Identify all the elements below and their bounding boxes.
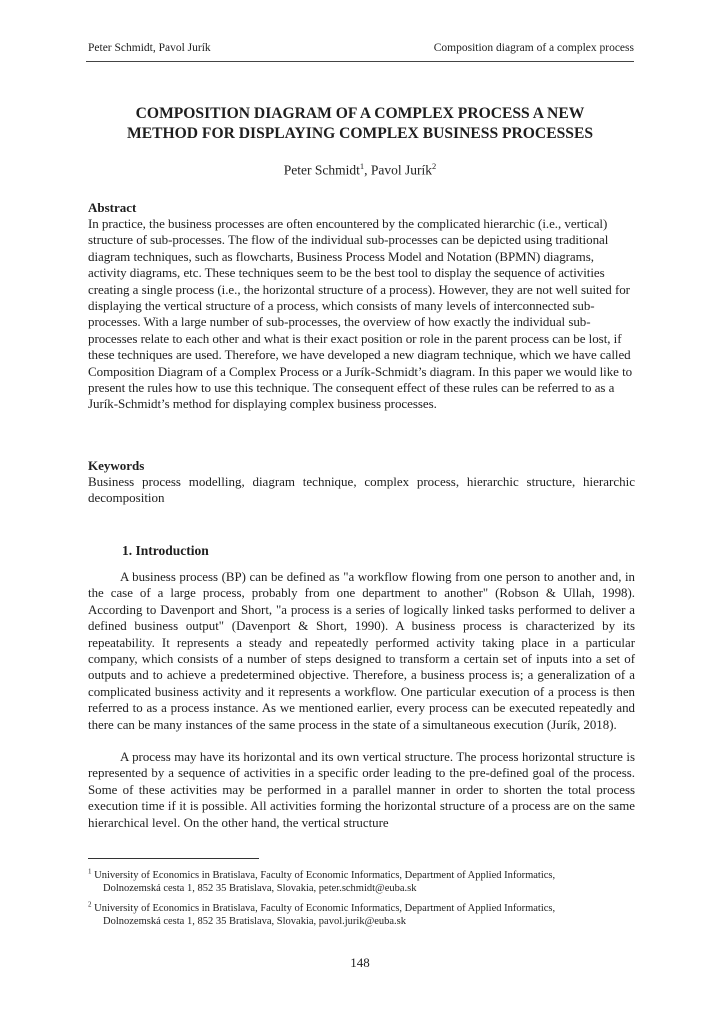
footnote-1-affiliation: University of Economics in Bratislava, Faculty of Economic Informatics, Department of Applied Informatics, — [94, 869, 556, 881]
footnote-2 — [88, 898, 636, 929]
introduction-heading: 1. Introduction — [122, 543, 209, 558]
paper-title-line-2: METHOD FOR DISPLAYING COMPLEX BUSINESS PROCESSES — [126, 125, 594, 142]
author-1-footnote-mark: 1 — [359, 161, 365, 171]
footnote-2-affiliation: University of Economics in Bratislava, Faculty of Economic Informatics, Department of Applied Informatics, — [94, 902, 556, 914]
author-list — [86, 161, 634, 179]
keywords-text: Business process modelling, diagram technique, complex process, hierarchic structure, hierarchic decomposition — [88, 474, 635, 506]
footnote-2-address: Dolnozemská cesta 1, 852 35 Bratislava, Slovakia, pavol.jurik@euba.sk — [103, 916, 407, 928]
introduction-paragraph-1: A business process (BP) can be defined as "a workflow flowing from one person to another and, in the case of a large process, probably from one department to another" (Robson & Ullah, 1998). According to Davenport and Short, "a process is a series of logically linked tasks performed to deliver a defined business output" (Davenport & Short, 1990). A business process is characterized by its repeatability. It represents a steady and repeatedly performed activity taking place in a particular company, which consists of a number of steps designed to transform a certain set of inputs into a set of outputs and to achieve a predetermined objective. Therefore, a business process is; a generalization of a complicated business activity and it represents a workflow. One particular execution of a process is then referred to as a process instance. As we mentioned earlier, every process can be executed repeatedly and there can be many instances of the same process in the state of a simultaneous execution (Jurík, 2018). — [88, 570, 635, 732]
running-header-authors: Peter Schmidt, Pavol Jurík — [88, 42, 211, 54]
footnote-rule — [88, 858, 259, 859]
author-2-name: Pavol Jurík — [370, 162, 432, 178]
abstract-text: In practice, the business processes are often encountered by the complicated hierarchic (i.e., vertical) structure of sub-processes. The flow of the individual sub-processes can be depicted using traditional diagram techniques, such as flowcharts, Business Process Model and Notation (BPMN) diagrams, activity diagrams, etc. These techniques seem to be the best tool to display the sequence of activities creating a single process (i.e., the horizontal structure of a process). However, they are not well suited for displaying the vertical structure of a process, which consists of many levels of interconnected sub-processes. With a large number of sub-processes, the overview of how exactly the individual sub-processes relate to each other and what is their exact position or role in the parent process can be lost, if these techniques are used. Therefore, we have developed a new diagram technique, which we have called Composition Diagram of a Complex Process or a Jurík-Schmidt’s diagram. In this paper we would like to present the rules how to use this technique. The consequent effect of these rules can be referred to as a Jurík-Schmidt’s method for displaying complex business processes. — [88, 216, 633, 412]
footnote-1-mark: 1 — [88, 867, 92, 875]
footnote-1 — [88, 865, 636, 896]
page-number: 148 — [350, 955, 370, 970]
introduction-paragraph-2: A process may have its horizontal and its own vertical structure. The process horizontal structure is represented by a sequence of activities in a specific order leading to the pre-defined goal of the process. Some of these activities may be performed in a parallel manner in order to shorten the total process execution time if it is possible. All activities forming the horizontal structure of a process are on the same hierarchical level. On the other hand, the vertical structure — [88, 750, 635, 830]
paper-title-line-1: COMPOSITION DIAGRAM OF A COMPLEX PROCESS A NEW — [135, 105, 585, 122]
footnote-1-address: Dolnozemská cesta 1, 852 35 Bratislava, Slovakia, peter.schmidt@euba.sk — [103, 883, 417, 895]
author-2-footnote-mark: 2 — [432, 161, 437, 171]
abstract-heading: Abstract — [88, 200, 137, 215]
author-1-name: Peter Schmidt — [283, 162, 360, 178]
paper-title — [86, 104, 634, 144]
author-separator: , — [364, 162, 371, 178]
running-header-title: Composition diagram of a complex process — [433, 42, 634, 54]
keywords-heading: Keywords — [88, 458, 145, 473]
header-rule — [86, 61, 634, 62]
footnote-2-mark: 2 — [88, 900, 92, 908]
